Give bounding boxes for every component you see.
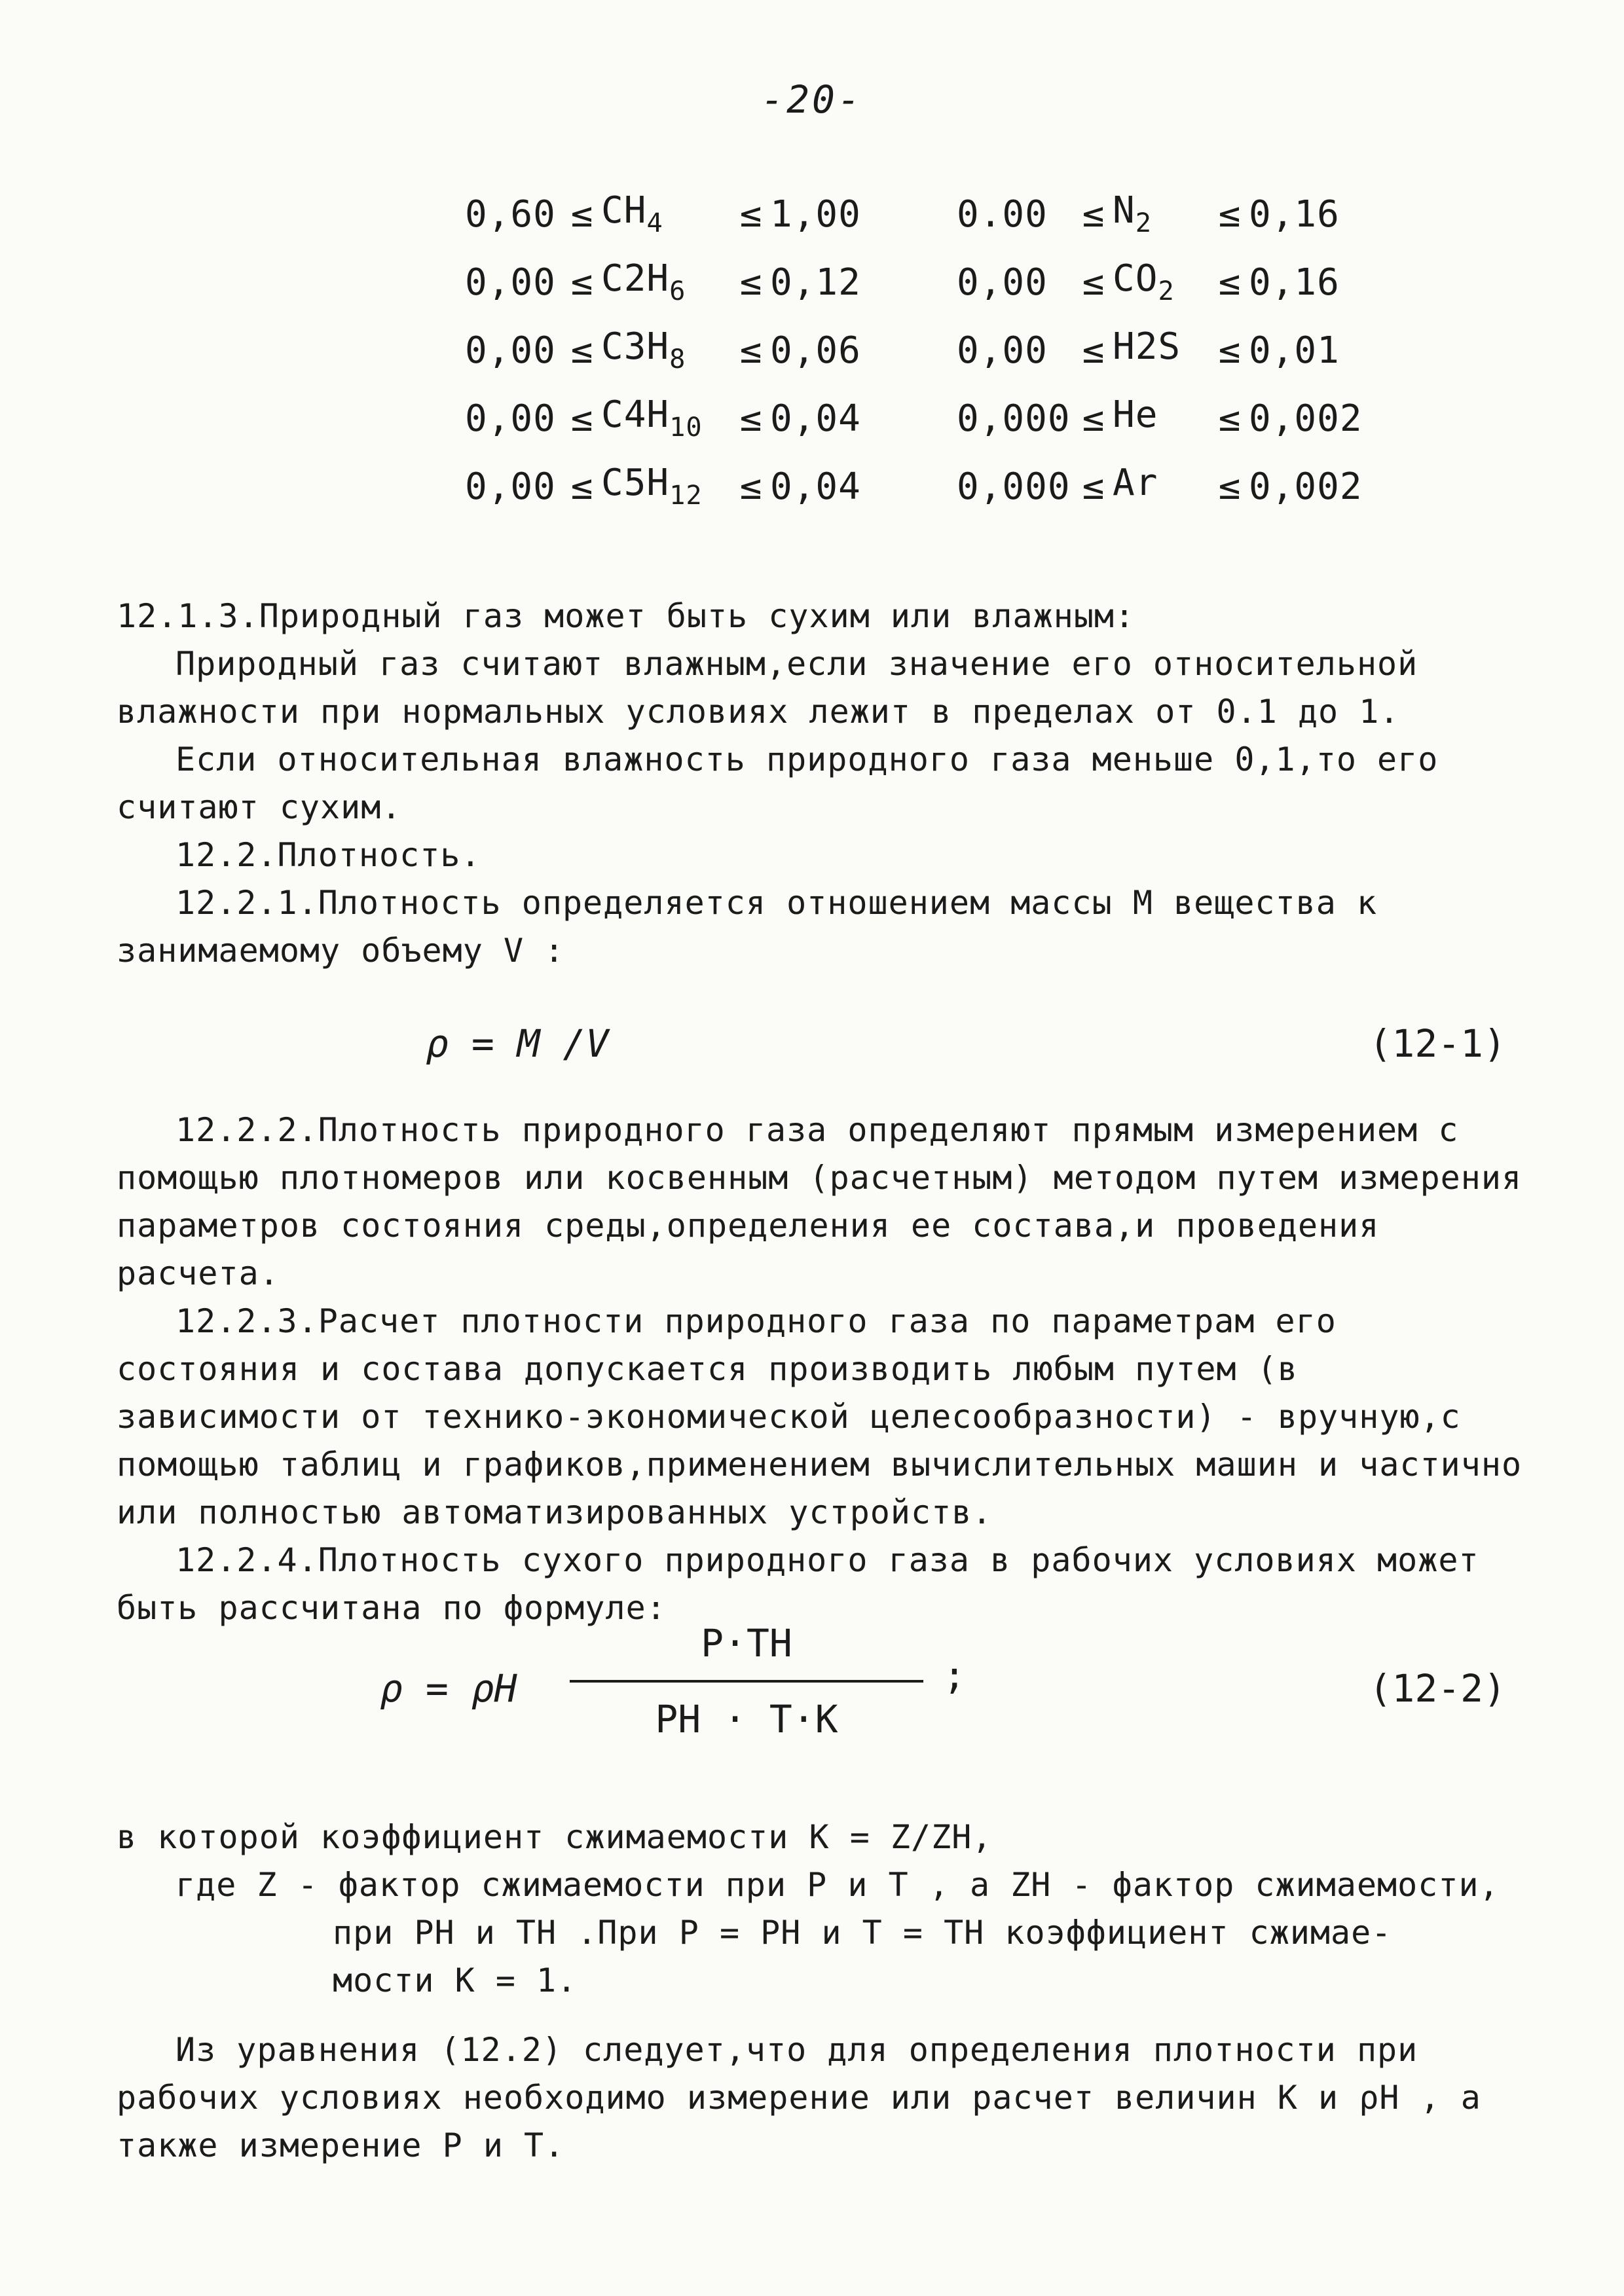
component: He xyxy=(1113,393,1158,437)
max-value: 0,002 xyxy=(1249,465,1363,508)
le-sign: ≤ xyxy=(1218,192,1242,236)
le-sign: ≤ xyxy=(739,192,763,236)
min-value: 0,00 xyxy=(957,261,1048,304)
paragraph: Если относительная влажность природного газа меньше 0,1,то его считают сухим. xyxy=(117,740,1439,826)
max-value: 0,16 xyxy=(1249,192,1340,236)
min-value: 0.00 xyxy=(957,192,1048,236)
where-line: где Z - фактор сжимаемости при P и T , а ZH - фактор сжимаемости, xyxy=(175,1866,1500,1904)
paragraph: 12.2.3.Расчет плотности природного газа по параметрам его состояния и состава допускается производить любым путем (в зависимости от технико-экономической целесообразности) - вручную,с помощью таблиц и графиков,применением вычислительных машин и частично или полностью автоматизированных устройств. xyxy=(117,1302,1522,1531)
page-number: -20- xyxy=(761,77,863,122)
formula-lhs: ρ = ρH xyxy=(380,1666,517,1711)
le-sign: ≤ xyxy=(1082,192,1105,236)
min-value: 0,00 xyxy=(465,465,556,508)
component: $C5H_{12}$ xyxy=(601,462,703,511)
component: $C3H_8$ xyxy=(601,325,686,375)
le-sign: ≤ xyxy=(739,261,763,304)
where-clause xyxy=(117,1813,1557,2005)
where-line: в которой коэффициент сжимаемости К = Z/ZH, xyxy=(117,1818,993,1856)
paragraph: 12.1.3.Природный газ может быть сухим или влажным: xyxy=(117,597,1135,635)
fraction-bar xyxy=(570,1680,923,1683)
composition-row xyxy=(465,316,1363,384)
formula-number: (12-1) xyxy=(1369,1021,1506,1066)
le-sign: ≤ xyxy=(1218,465,1242,508)
le-sign: ≤ xyxy=(1082,261,1105,304)
le-sign: ≤ xyxy=(570,465,594,508)
min-value: 0,00 xyxy=(957,329,1048,372)
le-sign: ≤ xyxy=(570,397,594,440)
component: $N_2$ xyxy=(1113,189,1152,239)
le-sign: ≤ xyxy=(570,261,594,304)
section-heading: 12.2.Плотность. xyxy=(175,836,481,874)
min-value: 0,000 xyxy=(957,465,1071,508)
min-value: 0,00 xyxy=(465,329,556,372)
le-sign: ≤ xyxy=(1082,465,1105,508)
formula-fraction xyxy=(570,1611,923,1752)
le-sign: ≤ xyxy=(1218,397,1242,440)
max-value: 0,04 xyxy=(770,465,861,508)
max-value: 1,00 xyxy=(770,192,861,236)
max-value: 0,06 xyxy=(770,329,861,372)
min-value: 0,000 xyxy=(957,397,1071,440)
where-line: мости К = 1. xyxy=(333,1961,578,1999)
section-12-2-2 xyxy=(117,1106,1524,1632)
min-value: 0,60 xyxy=(465,192,556,236)
component: $CH_4$ xyxy=(601,189,663,239)
paragraph: 12.2.2.Плотность природного газа определяют прямым измерением с помощью плотномеров или косвенным (расчетным) методом путем измерения параметров состояния среды,определения ее состава,и проведения расчета. xyxy=(117,1111,1522,1292)
min-value: 0,00 xyxy=(465,261,556,304)
max-value: 0,04 xyxy=(770,397,861,440)
formula-number: (12-2) xyxy=(1369,1666,1506,1711)
max-value: 0,002 xyxy=(1249,397,1363,440)
component: $C4H_{10}$ xyxy=(601,393,703,443)
component: $C2H_6$ xyxy=(601,257,686,307)
denominator: PH · T·K xyxy=(655,1697,838,1741)
max-value: 0,16 xyxy=(1249,261,1340,304)
composition-row xyxy=(465,452,1363,520)
max-value: 0,01 xyxy=(1249,329,1340,372)
le-sign: ≤ xyxy=(570,329,594,372)
le-sign: ≤ xyxy=(1082,329,1105,372)
le-sign: ≤ xyxy=(1082,397,1105,440)
semicolon: ; xyxy=(943,1653,966,1698)
paragraph: Из уравнения (12.2) следует,что для определения плотности при рабочих условиях необходимо измерение или расчет величин К и ρH , а также измерение P и T. xyxy=(117,2031,1481,2164)
formula-12-2 xyxy=(118,1611,1506,1774)
paragraph: Природный газ считают влажным,если значение его относительной влажности при нормальных условиях лежит в пределах от 0.1 до 1. xyxy=(117,645,1418,731)
composition-row xyxy=(465,180,1363,248)
min-value: 0,00 xyxy=(465,397,556,440)
formula-expression: ρ = M /V xyxy=(426,1021,609,1066)
le-sign: ≤ xyxy=(1218,261,1242,304)
numerator: P·TH xyxy=(701,1621,792,1666)
max-value: 0,12 xyxy=(770,261,861,304)
composition-row xyxy=(465,248,1363,316)
le-sign: ≤ xyxy=(570,192,594,236)
le-sign: ≤ xyxy=(739,329,763,372)
component: $CO_2$ xyxy=(1113,257,1175,307)
composition-table xyxy=(465,180,1363,520)
component: H2S xyxy=(1113,325,1181,369)
le-sign: ≤ xyxy=(739,397,763,440)
conclusion xyxy=(117,2026,1524,2170)
le-sign: ≤ xyxy=(1218,329,1242,372)
section-12-1-3 xyxy=(117,592,1524,975)
paragraph: 12.2.4.Плотность сухого природного газа в рабочих условиях может быть рассчитана по формуле: xyxy=(117,1541,1479,1627)
paragraph: 12.2.1.Плотность определяется отношением массы М вещества к занимаемому объему V : xyxy=(117,884,1378,970)
composition-row xyxy=(465,384,1363,452)
where-line: при PH и TH .При P = PH и T = TH коэффициент сжимае- xyxy=(333,1914,1392,1952)
le-sign: ≤ xyxy=(739,465,763,508)
component: Ar xyxy=(1113,462,1158,505)
formula-12-1 xyxy=(118,1021,1506,1080)
